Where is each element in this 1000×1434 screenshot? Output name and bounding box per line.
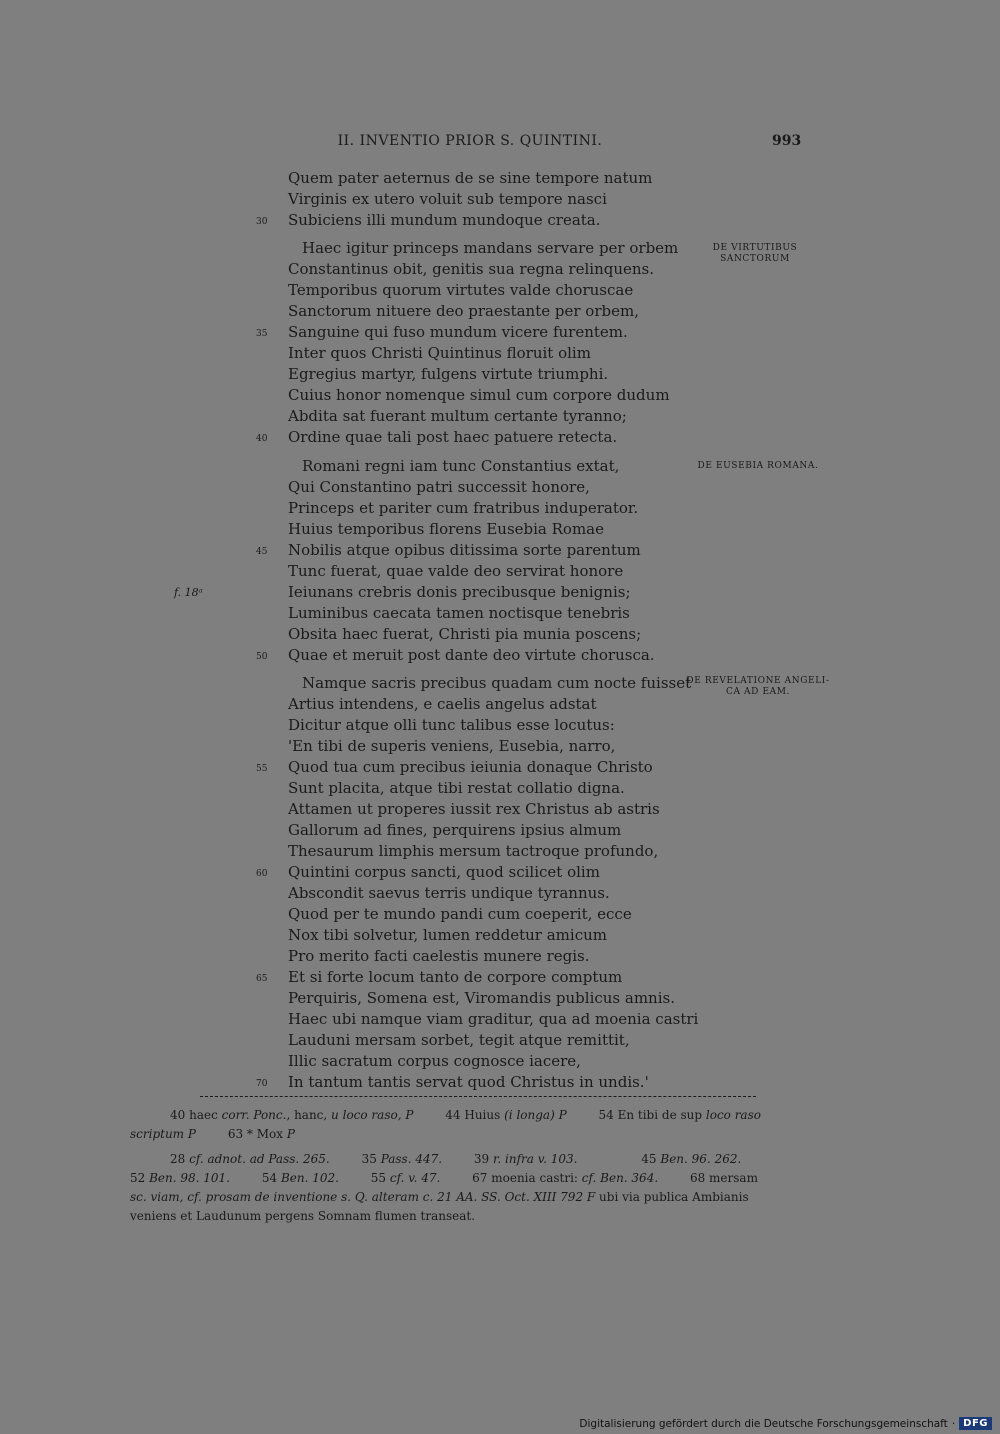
verse-line: Qui Constantino patri successit honore, <box>288 478 590 496</box>
verse-line: Gallorum ad fines, perquirens ipsius almum <box>288 821 622 839</box>
verse-line: Pro merito facti caelestis munere regis. <box>288 947 590 965</box>
verse-line: Temporibus quorum virtutes valde choruscae <box>288 281 634 299</box>
sidenote-eusebia: DE EUSEBIA ROMANA. <box>697 461 819 471</box>
running-header: II. INVENTIO PRIOR S. QUINTINI. <box>337 133 603 149</box>
critical-apparatus: 40 haec corr. Ponc., hanc, u loco raso, P 44 Huius (i longa) P 54 En tibi de sup loco raso scriptum P 63 * Mox P <box>130 1108 761 1141</box>
verse-line: Nobilis atque opibus ditissima sorte parentum <box>288 541 641 559</box>
verse-line: Dicitur atque olli tunc talibus esse locutus: <box>288 716 615 734</box>
verse-line: Sanctorum nituere deo praestante per orbem, <box>288 302 639 320</box>
line-number: 50 <box>256 652 268 662</box>
verse-line: Quae et meruit post dante deo virtute chorusca. <box>288 646 655 664</box>
line-number: 60 <box>256 869 268 879</box>
page-number: 993 <box>772 133 802 149</box>
funding-credit: Digitalisierung gefördert durch die Deutsche Forschungsgemeinschaft · DFG <box>579 1417 992 1430</box>
verse-line: Ieiunans crebris donis precibusque benignis; <box>288 583 631 601</box>
verse-line: Artius intendens, e caelis angelus adstat <box>288 695 597 713</box>
verse-line: Inter quos Christi Quintinus floruit olim <box>288 344 591 362</box>
verse-line: Virginis ex utero voluit sub tempore nasci <box>288 190 607 208</box>
verse-line: Sanguine qui fuso mundum vicere furentem. <box>288 323 628 341</box>
verse-line: Quod tua cum precibus ieiunia donaque Christo <box>288 758 653 776</box>
sidenote-revelatione: DE REVELATIONE ANGELI- CA AD EAM. <box>686 676 830 697</box>
verse-line: Cuius honor nomenque simul cum corpore dudum <box>288 386 670 404</box>
verse-line: Attamen ut properes iussit rex Christus ab astris <box>288 800 660 818</box>
verse-line: Namque sacris precibus quadam cum nocte fuisset <box>302 674 692 692</box>
line-number: 65 <box>256 974 268 984</box>
source-apparatus: 28 cf. adnot. ad Pass. 265. 35 Pass. 447. 39 r. infra v. 103. 45 Ben. 96. 262. 52 Ben. 98. 101. 54 Ben. 102. 55 cf. v. 47. 67 moenia castri: cf. Ben. 364. 68 mersam sc. viam, cf. prosam de inventione s. Q. alteram c. 21 AA. SS. Oct. XIII 792 F ubi via publica Ambianis veniens et Laudunum pergens Somnam flumen transeat. <box>130 1152 758 1223</box>
line-number: 35 <box>256 329 268 339</box>
verse-line: Abscondit saevus terris undique tyrannus. <box>288 884 610 902</box>
line-number: 55 <box>256 764 268 774</box>
verse-line: Lauduni mersam sorbet, tegit atque remittit, <box>288 1031 630 1049</box>
verse-line: Romani regni iam tunc Constantius extat, <box>302 457 620 475</box>
verse-line: Luminibus caecata tamen noctisque tenebris <box>288 604 630 622</box>
verse-line: Quod per te mundo pandi cum coeperit, ecce <box>288 905 632 923</box>
verse-line: Perquiris, Somena est, Viromandis publicus amnis. <box>288 989 675 1007</box>
line-number: 40 <box>256 434 268 444</box>
verse-line: Et si forte locum tanto de corpore comptum <box>288 968 623 986</box>
sidenote-virtutibus: DE VIRTUTIBUS SANCTORUM <box>712 243 798 264</box>
verse-line: Subiciens illi mundum mundoque creata. <box>288 211 601 229</box>
verse-line: Sunt placita, atque tibi restat collatio digna. <box>288 779 625 797</box>
verse-line: Illic sacratum corpus cognosce iacere, <box>288 1052 581 1070</box>
verse-line: Haec ubi namque viam graditur, qua ad moenia castri <box>288 1010 699 1028</box>
verse-line: 'En tibi de superis veniens, Eusebia, narro, <box>288 737 616 755</box>
verse-line: Quintini corpus sancti, quod scilicet olim <box>288 863 600 881</box>
verse-line: Constantinus obit, genitis sua regna relinquens. <box>288 260 654 278</box>
verse-line: Huius temporibus florens Eusebia Romae <box>288 520 604 538</box>
verse-line: Nox tibi solvetur, lumen reddetur amicum <box>288 926 607 944</box>
verse-line: Obsita haec fuerat, Christi pia munia poscens; <box>288 625 642 643</box>
verse-line: Thesaurum limphis mersum tactroque profundo, <box>288 842 659 860</box>
line-number: 45 <box>256 547 268 557</box>
verse-line: Haec igitur princeps mandans servare per orbem <box>302 239 679 257</box>
line-number: 30 <box>256 217 268 227</box>
verse-line: In tantum tantis servat quod Christus in undis.' <box>288 1073 649 1091</box>
verse-line: Egregius martyr, fulgens virtute triumphi. <box>288 365 609 383</box>
verse-line: Tunc fuerat, quae valde deo servirat honore <box>288 562 624 580</box>
verse-line: Princeps et pariter cum fratribus induperator. <box>288 499 639 517</box>
verse-line: Abdita sat fuerant multum certante tyranno; <box>288 407 627 425</box>
verse-line: Quem pater aeternus de se sine tempore natum <box>288 169 653 187</box>
footnote-rule <box>200 1096 756 1097</box>
folio-mark: f. 18ᵃ <box>174 586 203 599</box>
line-number: 70 <box>256 1079 268 1089</box>
funding-text: Digitalisierung gefördert durch die Deutsche Forschungsgemeinschaft <box>579 1417 948 1430</box>
dfg-logo-icon: DFG <box>959 1417 992 1430</box>
verse-line: Ordine quae tali post haec patuere retecta. <box>288 428 618 446</box>
